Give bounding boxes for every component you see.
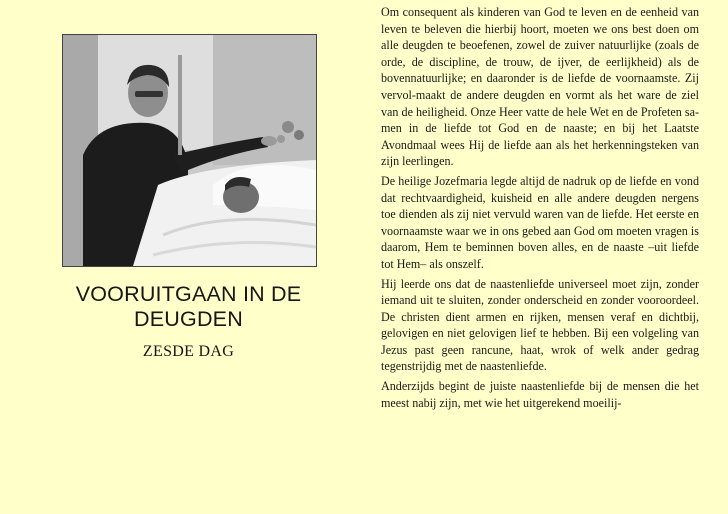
paragraph: Om consequent als kinderen van God te leven en de eenheid van leven te beleven die hierbij hoort, moeten we ons best doen om alle deugden te beoefenen, zowel de zuiver natuurlijke (zoals de orde, de discipline, de trouw, de ijver, de eerlijkheid) als de bovennatuurlijke; en daaronder is de liefde de voornaamste. Zij vervol-maakt de andere deugden en vormt als het ware de ziel van de heiligheid. Onze Heer vatte de hele Wet en de Profeten sa-men in de liefde tot God en de naaste; en bij het Laatste Avondmaal wees Hij de liefde aan als het herkenningsteken van zijn leerlingen. bbox=[381, 5, 699, 169]
photo-illustration bbox=[63, 35, 316, 266]
day-label: ZESDE DAG bbox=[142, 343, 235, 360]
chapter-title: VOORUITGAAN IN DE DEUGDEN bbox=[75, 282, 302, 331]
photo-priest-at-bedside bbox=[62, 34, 317, 267]
paragraph: Hij leerde ons dat de naastenliefde universeel moet zijn, zonder iemand uit te sluiten, zonder onderscheid en zonder vooroordeel. De christen dient armen en rijken, mensen veraf en dichtbij, gelovigen en niet gelovigen lief te hebben. Bij een volgeling van Jezus past geen rancune, haat, wrok of welk ander gedrag tegenstrijdig met de naastenliefde. bbox=[381, 276, 699, 374]
paragraph: De heilige Jozefmaria legde altijd de nadruk op de liefde en vond dat rechtvaardigheid, kuisheid en alle andere deugden nergens toe dienden als zij niet vervuld waren van de liefde. Het eerste en voornaamste waar we in ons gebed aan God om moeten vragen is daarom, Hem te beminnen boven alles, en de naaste –uit liefde tot Hem– als onszelf. bbox=[381, 173, 699, 271]
paragraph: Anderzijds begint de juiste naastenliefde bij de mensen die het meest nabij zijn, met wie het uitgerekend moeilij- bbox=[381, 379, 699, 410]
body-text bbox=[381, 4, 699, 410]
